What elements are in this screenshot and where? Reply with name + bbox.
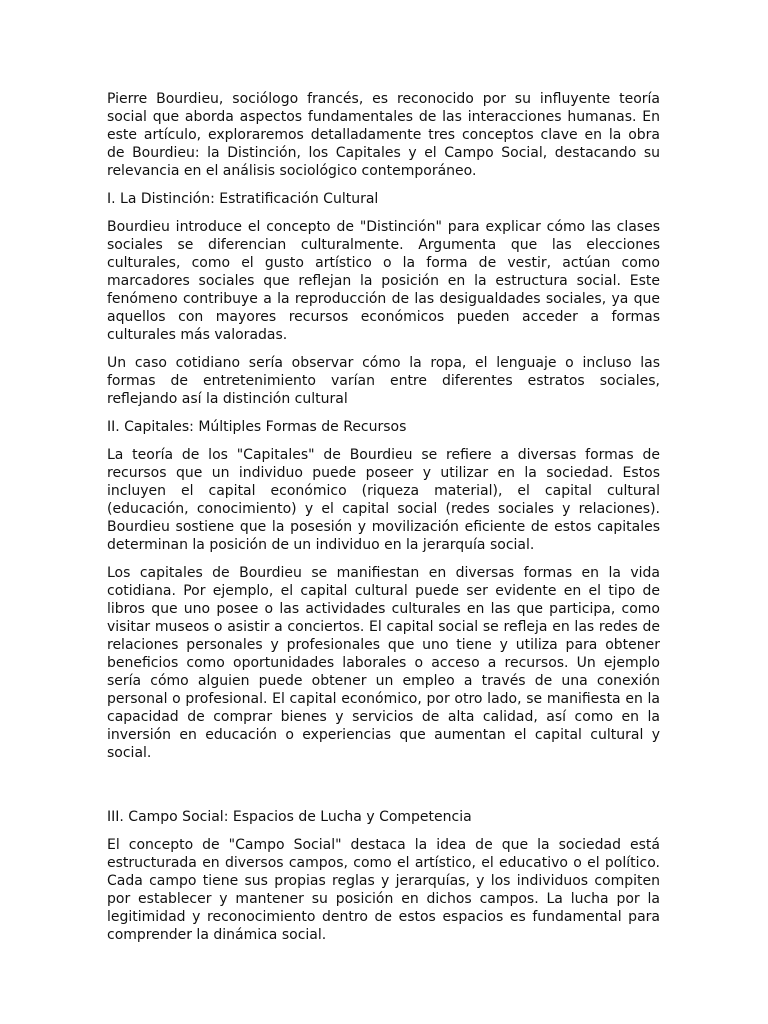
paragraph-distincion-1: Bourdieu introduce el concepto de "Distinción" para explicar cómo las clases sociales se diferencian culturalmente. Argumenta que las elecciones culturales, como el gusto artístico o la forma de vestir, actúan como marcadores sociales que reflejan la posición en la estructura social. Este fenómeno contribuye a la reproducción de las desigualdades sociales, ya que aquellos con mayores recursos económicos pueden acceder a formas culturales más valoradas.: [107, 219, 660, 343]
paragraph-campo-social-1: El concepto de "Campo Social" destaca la idea de que la sociedad está estructurada en diversos campos, como el artístico, el educativo o el político. Cada campo tiene sus propias reglas y jerarquías, y los individuos compiten por establecer y mantener su posición en dichos campos. La lucha por la legitimidad y reconocimiento dentro de estos espacios es fundamental para comprender la dinámica social.: [107, 837, 660, 943]
paragraph-distincion-2: Un caso cotidiano sería observar cómo la ropa, el lenguaje o incluso las formas de entretenimiento varían entre diferentes estratos sociales, reflejando así la distinción cultural: [107, 355, 660, 407]
section-spacer: [107, 772, 660, 808]
paragraph-capitales-1: La teoría de los "Capitales" de Bourdieu se refiere a diversas formas de recursos que un individuo puede poseer y utilizar en la sociedad. Estos incluyen el capital económico (riqueza material), el capital cultural (educación, conocimiento) y el capital social (redes sociales y relaciones). Bourdieu sostiene que la posesión y movilización eficiente de estos capitales determinan la posición de un individuo en la jerarquía social.: [107, 447, 660, 553]
paragraph-capitales-2: Los capitales de Bourdieu se manifiestan en diversas formas en la vida cotidiana. Por ejemplo, el capital cultural puede ser evidente en el tipo de libros que uno posee o las actividades culturales en las que participa, como visitar museos o asistir a conciertos. El capital social se refleja en las redes de relaciones personales y profesionales que uno tiene y utiliza para obtener beneficios como oportunidades laborales o acceso a recursos. Un ejemplo sería cómo alguien puede obtener un empleo a través de una conexión personal o profesional. El capital económico, por otro lado, se manifiesta en la capacidad de comprar bienes y servicios de alta calidad, así como en la inversión en educación o experiencias que aumentan el capital cultural y social.: [107, 565, 660, 761]
section-heading-campo-social: III. Campo Social: Espacios de Lucha y Competencia: [107, 809, 472, 825]
section-heading-capitales: II. Capitales: Múltiples Formas de Recursos: [107, 419, 407, 435]
section-heading-distincion: I. La Distinción: Estratificación Cultural: [107, 191, 379, 207]
intro-paragraph: Pierre Bourdieu, sociólogo francés, es reconocido por su influyente teoría social que aborda aspectos fundamentales de las interacciones humanas. En este artículo, exploraremos detalladamente tres conceptos clave en la obra de Bourdieu: la Distinción, los Capitales y el Campo Social, destacando su relevancia en el análisis sociológico contemporáneo.: [107, 91, 660, 179]
document-body: [107, 90, 660, 954]
